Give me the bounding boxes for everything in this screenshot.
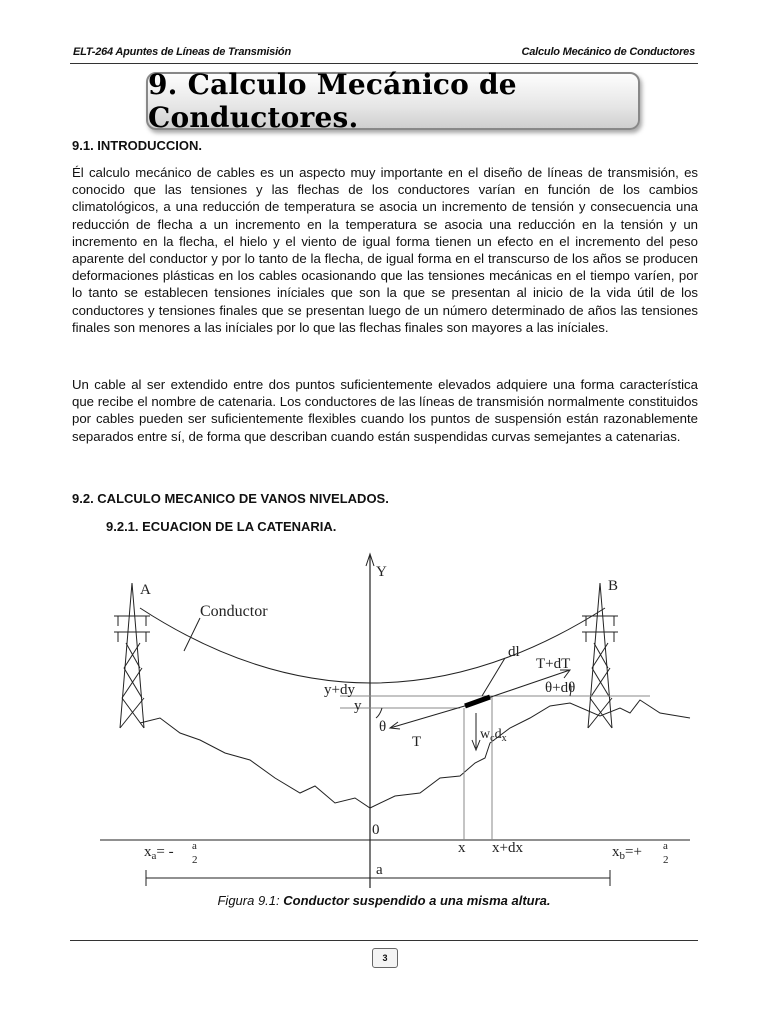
header-left: ELT-264 Apuntes de Líneas de Transmisión [73, 46, 291, 58]
label-xa-frac-num: a [192, 840, 197, 852]
tower-a [114, 583, 150, 728]
chapter-title-box [146, 68, 640, 134]
label-theta: θ [379, 719, 387, 735]
label-xb: $x_b=+$ [612, 844, 642, 862]
label-conductor: Conductor [200, 603, 268, 620]
catenary-figure [100, 548, 700, 888]
label-y-dy: y+dy [324, 682, 355, 698]
label-span-a: a [376, 862, 383, 878]
chapter-title: 9. Calculo Mecánico de Conductores. [148, 68, 517, 134]
label-t-dt: T+dT [536, 656, 571, 672]
label-y: y [354, 698, 362, 714]
terrain-profile [140, 700, 690, 808]
page-number: 3 [372, 948, 398, 968]
conductor-leader [184, 618, 200, 651]
dl-leader [482, 658, 505, 696]
label-xb-frac-den: 2 [663, 854, 669, 866]
section-heading-vanos: 9.2. CALCULO MECANICO DE VANOS NIVELADOS. [72, 491, 389, 506]
subsection-heading-catenaria: 9.2.1. ECUACION DE LA CATENARIA. [106, 519, 337, 534]
section-heading-introduccion: 9.1. INTRODUCCION. [72, 138, 203, 153]
conductor-element-dl [465, 697, 490, 706]
theta-arc [376, 708, 382, 718]
label-weight: $w_cd_x$ [480, 727, 507, 744]
label-tower-a: A [140, 582, 151, 598]
label-xa-frac-den: 2 [192, 854, 198, 866]
label-x-dx: x+dx [492, 840, 523, 856]
tower-b [582, 583, 618, 728]
label-xa: $x_a=$ - [144, 844, 174, 862]
caption-prefix: Figura 9.1: [217, 893, 284, 908]
label-xb-frac-num: a [663, 840, 668, 852]
header-divider [70, 63, 698, 64]
label-dl: dl [508, 644, 520, 660]
label-tower-b: B [608, 578, 619, 594]
figure-caption [0, 893, 768, 908]
label-theta-dtheta: θ+dθ [545, 680, 576, 696]
footer-divider [70, 940, 698, 941]
label-y-axis: Y [376, 564, 387, 580]
header-right: Calculo Mecánico de Conductores [521, 46, 695, 58]
label-origin: 0 [372, 822, 380, 838]
caption-text: Conductor suspendido a una misma altura. [283, 893, 551, 908]
paragraph-intro-2: Un cable al ser extendido entre dos puntos suficientemente elevados adquiere una forma característica que recibe el nombre de catenaria. Los conductores de las líneas de transmisión normalmente constituidos por cables pueden ser suficientemente flexibles cuando los puntos de suspensión están razonablemente separados entre sí, de forma que describan cuando están suspendidas curvas semejantes a catenarias. [72, 377, 698, 444]
label-t: T [412, 734, 422, 750]
label-x: x [458, 840, 466, 856]
paragraph-intro-1: Él calculo mecánico de cables es un aspecto muy importante en el diseño de líneas de transmisión, es conocido que las tensiones y las flechas de los conductores varían en función de los cambios climatológicos, a una reducción de temperatura se asocia un incremento de tensión y consecuencia una reducción de flecha a un incremento en la temperatura se asocia una reducción en la tensión y un incremento en la flecha, el hielo y el viento de igual forma tienen un efecto en el incremento del peso aparente del conductor y por lo tanto de la flecha, de igual forma en el transcurso de los años se producen deformaciones plásticas en los cables ocasionando que las tensiones mecánicas en el tiempo varíen, por lo tanto se establecen tensiones iníciales que son la que se presentan al inicio de la vida útil de los conductores y tensiones finales que se presentan luego de un número determinado de años las tensiones finales son menores a las iníciales por lo que las flechas finales son mayores a las iníciales. [72, 165, 698, 335]
